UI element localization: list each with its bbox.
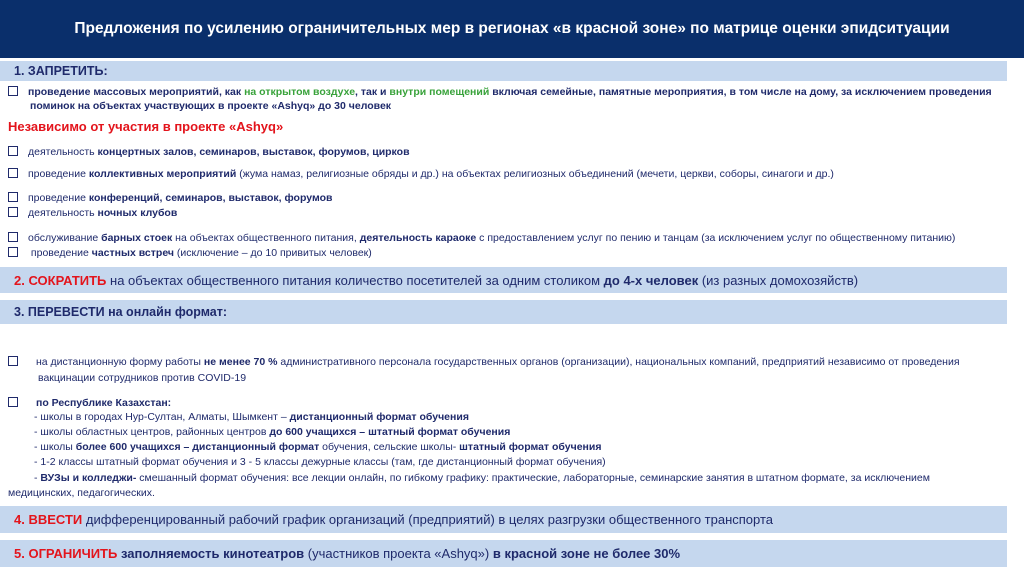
- slide-title: Предложения по усилению ограничительных мер в регионах «в красной зоне» по матрице оценки эпидситуации: [74, 20, 950, 37]
- list-item: на дистанционную форму работы не менее 70 % административного персонала государственных органов (организации), национальных компаний, предприятий независимо от проведения: [8, 356, 960, 369]
- checkbox-bullet-icon: [8, 86, 18, 96]
- checkbox-bullet-icon: [8, 247, 18, 257]
- list-item: проведение конференций, семинаров, выставок, форумов: [8, 192, 332, 205]
- independent-heading: Независимо от участия в проекте «Ashyq»: [8, 119, 284, 134]
- section-1-bar: [0, 61, 1007, 81]
- section-5-text: 5. ОГРАНИЧИТЬ заполняемость кинотеатров (участников проекта «Ashyq») в красной зоне не более 30%: [14, 546, 681, 561]
- slide-header: [0, 0, 1024, 58]
- school-line: - школы областных центров, районных центров до 600 учащихся – штатный формат обучения: [34, 426, 511, 438]
- list-item: проведение коллективных мероприятий (жума намаз, религиозные обряды и др.) на объектах религиозных объединений (мечети, церкви, соборы, синагоги и др.): [8, 168, 834, 181]
- school-line: - школы в городах Нур-Султан, Алматы, Шымкент – дистанционный формат обучения: [34, 411, 469, 423]
- checkbox-bullet-icon: [8, 168, 18, 178]
- list-item-continuation: поминок на объектах участвующих в проекте «Ashyq» до 30 человек: [30, 100, 392, 112]
- list-item: проведение частных встреч (исключение – до 10 привитых человек): [8, 247, 372, 260]
- university-line: - ВУЗы и колледжи- смешанный формат обучения: все лекции онлайн, по гибкому графику: практические, лабораторные, семинарские занятия в штатном формате, за исключением: [34, 472, 930, 484]
- list-item-continuation: вакцинации сотрудников против COVID-19: [38, 372, 247, 384]
- section-2-text: 2. СОКРАТИТЬ на объектах общественного питания количество посетителей за одним столиком до 4-х человек (из разных домохозяйств): [14, 272, 859, 288]
- checkbox-bullet-icon: [8, 146, 18, 156]
- list-item: по Республике Казахстан:: [8, 397, 171, 410]
- checkbox-bullet-icon: [8, 192, 18, 202]
- list-item: обслуживание барных стоек на объектах общественного питания, деятельность караоке с предоставлением услуг по пению и танцам (за исключением услуг по общественному питанию): [8, 232, 955, 245]
- checkbox-bullet-icon: [8, 356, 18, 366]
- school-line: - 1-2 классы штатный формат обучения и 3 - 5 классы дежурные классы (там, где дистанционный формат обучения): [34, 456, 606, 468]
- section-5-bar: [0, 540, 1007, 567]
- section-2-bar: [0, 267, 1007, 293]
- checkbox-bullet-icon: [8, 207, 18, 217]
- section-1-heading: 1. ЗАПРЕТИТЬ:: [14, 64, 108, 78]
- school-line: - школы более 600 учащихся – дистанционный формат обучения, сельские школы- штатный формат обучения: [34, 441, 602, 453]
- section-4-bar: [0, 506, 1007, 533]
- section-3-bar: [0, 300, 1007, 324]
- list-item: деятельность ночных клубов: [8, 207, 177, 220]
- section-4-text: 4. ВВЕСТИ дифференцированный рабочий график организаций (предприятий) в целях разгрузки общественного транспорта: [14, 512, 774, 527]
- checkbox-bullet-icon: [8, 232, 18, 242]
- university-line-continuation: медицинских, педагогических.: [8, 487, 155, 499]
- list-item: деятельность концертных залов, семинаров, выставок, форумов, цирков: [8, 146, 410, 159]
- checkbox-bullet-icon: [8, 397, 18, 407]
- list-item: проведение массовых мероприятий, как на открытом воздухе, так и внутри помещений включая семейные, памятные мероприятия, в том числе на дому, за исключением проведения: [8, 86, 992, 99]
- section-3-heading: 3. ПЕРЕВЕСТИ на онлайн формат:: [14, 305, 228, 319]
